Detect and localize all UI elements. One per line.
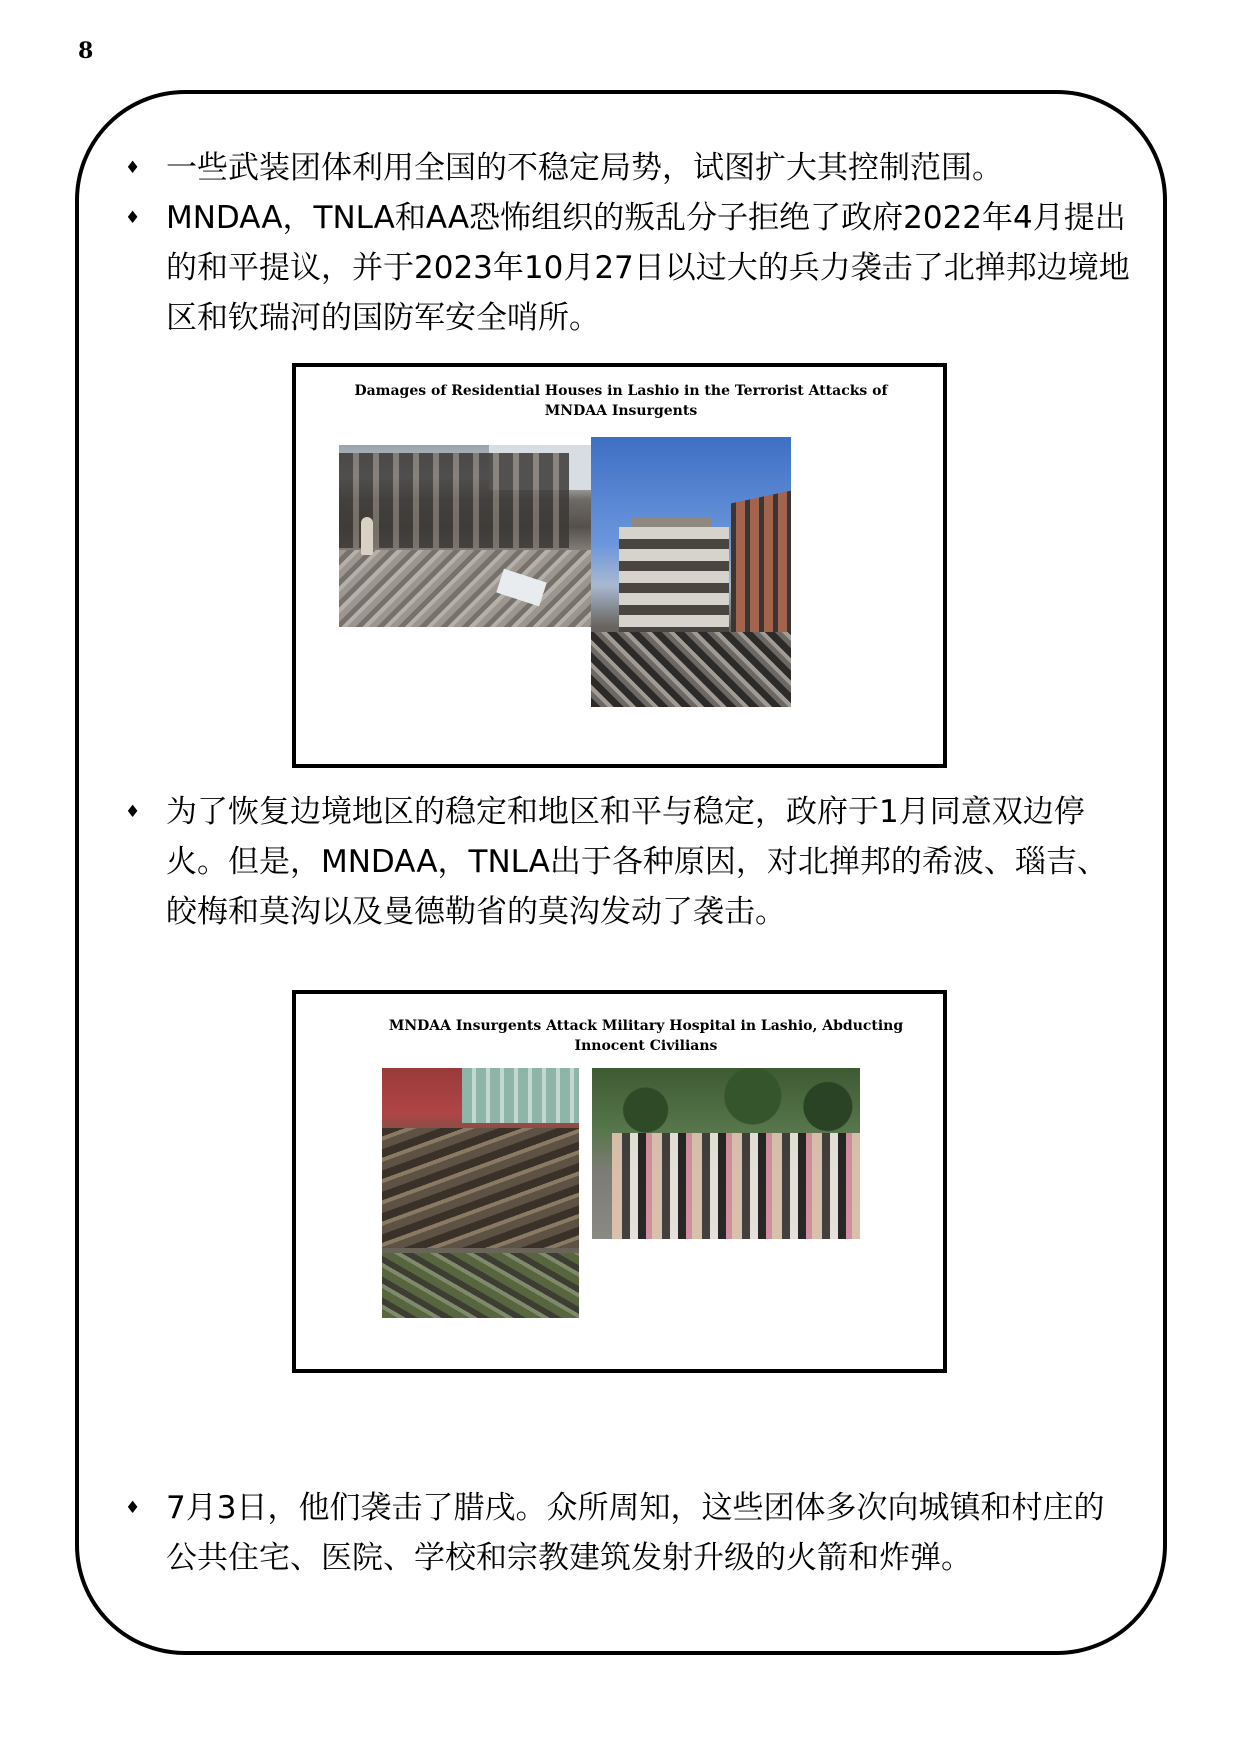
bullet-text: 一些武装团体利用全国的不稳定局势，试图扩大其控制范围。 xyxy=(166,150,1003,186)
photo-damaged-building xyxy=(591,437,791,707)
bullet-item xyxy=(125,787,1135,937)
bullet-diamond-icon: ♦ xyxy=(125,158,141,178)
bullet-item xyxy=(125,143,1135,193)
page-number: 8 xyxy=(78,38,94,64)
bullet-diamond-icon: ♦ xyxy=(125,208,141,228)
bullet-text: MNDAA，TNLA和AA恐怖组织的叛乱分子拒绝了政府2022年4月提出的和平提议，并于2023年10月27日以过大的兵力袭击了北掸邦边境地区和钦瑞河的国防军安全哨所。 xyxy=(166,200,1130,336)
bullet-diamond-icon: ♦ xyxy=(125,1498,141,1518)
figure-hospital-attack xyxy=(292,990,947,1373)
figure-title: Damages of Residential Houses in Lashio in the Terrorist Attacks of MNDAA Insurgents xyxy=(354,383,888,419)
figure-residential-damage xyxy=(292,363,947,768)
photo-hospital-rubble xyxy=(382,1068,579,1318)
bullet-item xyxy=(125,1483,1135,1583)
figure-title: MNDAA Insurgents Attack Military Hospital in Lashio, Abducting Innocent Civilians xyxy=(388,1018,904,1054)
bullet-text: 为了恢复边境地区的稳定和地区和平与稳定，政府于1月同意双边停火。但是，MNDAA，TNLA出于各种原因，对北掸邦的希波、瑙吉、皎梅和莫沟以及曼德勒省的莫沟发动了袭击。 xyxy=(166,794,1108,930)
bullet-diamond-icon: ♦ xyxy=(125,802,141,822)
bullet-item xyxy=(125,193,1135,343)
photo-civilians-crowd xyxy=(592,1068,860,1239)
bullet-text: 7月3日，他们袭击了腊戌。众所周知，这些团体多次向城镇和村庄的公共住宅、医院、学校和宗教建筑发射升级的火箭和炸弹。 xyxy=(166,1490,1105,1576)
photo-destroyed-street xyxy=(339,445,614,627)
